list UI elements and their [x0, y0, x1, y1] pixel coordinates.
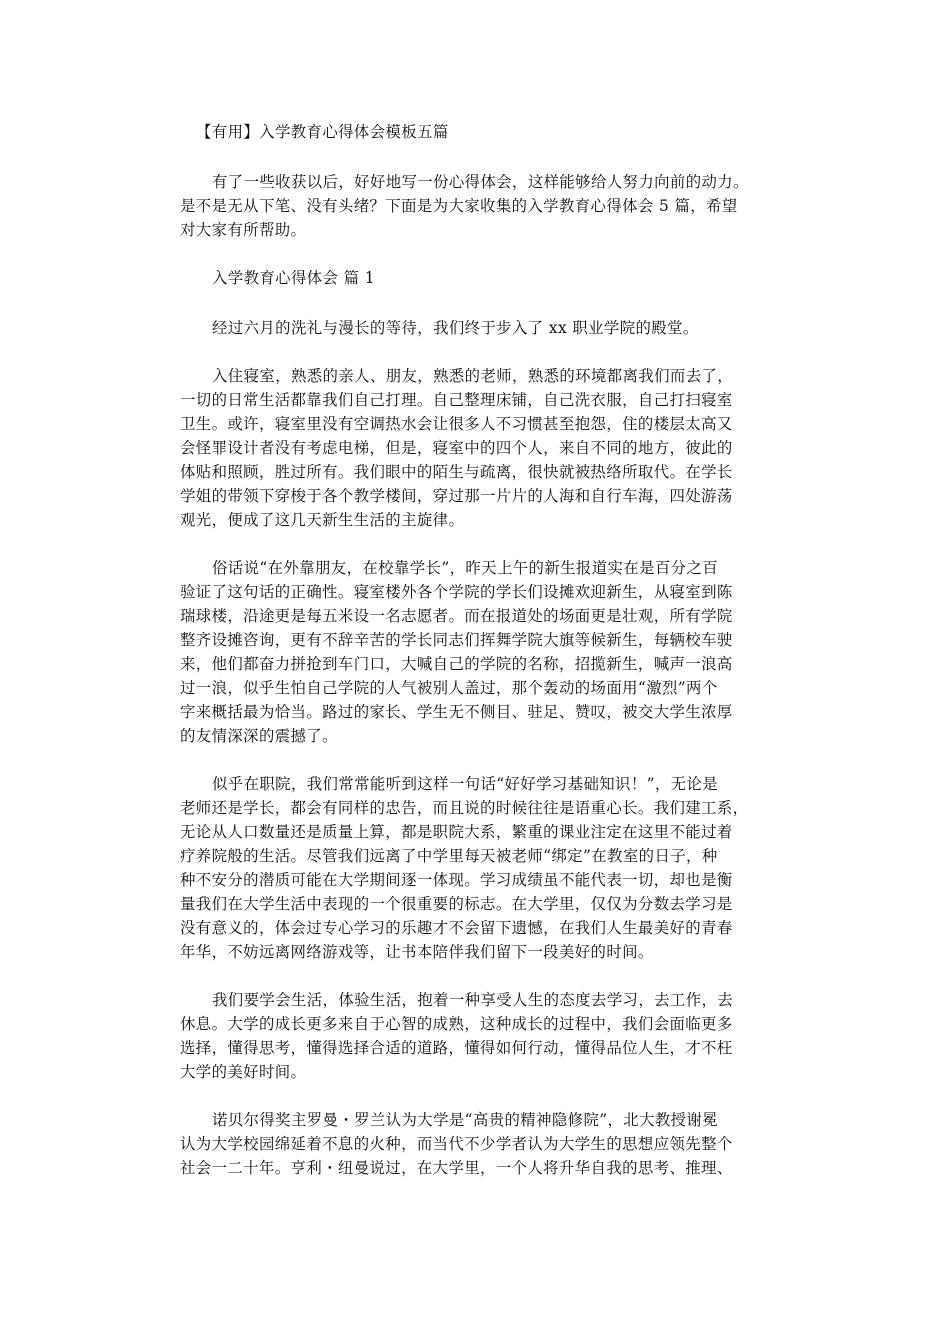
text-line: 过一浪，似乎生怕自己学院的人气被别人盖过，那个轰动的场面用“激烈”两个 [180, 679, 718, 697]
body-paragraph-5 [180, 988, 780, 1084]
text-line: 整齐设摊咨询，更有不辞辛苦的学长同志们挥舞学院大旗等候新生，每辆校车驶 [180, 631, 733, 649]
text-line: 种不安分的潜质可能在大学期间逐一体现。学习成绩虽不能代表一切，却也是衡 [180, 871, 733, 889]
text-line: 瑞球楼，沿途更是每五米设一名志愿者。而在报道处的场面更是壮观，所有学院 [180, 607, 733, 625]
document-page [180, 120, 780, 1204]
text-line: 老师还是学长，都会有同样的忠告，而且说的时候往往是语重心长。我们建工系， [180, 799, 749, 817]
text-line: 俗话说“在外靠朋友，在校靠学长”，昨天上午的新生报道实在是百分之百 [212, 559, 719, 577]
intro-paragraph [180, 170, 780, 242]
body-paragraph-3 [180, 556, 780, 748]
text-line: 疗养院般的生活。尽管我们远离了中学里每天被老师“绑定”在教室的日子，种 [180, 847, 718, 865]
text-line: 没有意义的，体会过专心学习的乐趣才不会留下遗憾，在我们人生最美好的青春 [180, 919, 733, 937]
text-line: 入住寝室，熟悉的亲人、朋友，熟悉的老师，熟悉的环境都离我们而去了， [212, 367, 734, 385]
text-line: 似乎在职院，我们常常能听到这样一句话“好好学习基础知识！”，无论是 [212, 775, 719, 793]
text-line: 选择，懂得思考，懂得选择合适的道路，懂得如何行动，懂得品位人生，才不枉 [180, 1039, 733, 1057]
text-line: 经过六月的洗礼与漫长的等待，我们终于步入了 xx 职业学院的殿堂。 [212, 319, 699, 337]
text-line: 会怪罪设计者没有考虑电梯，但是，寝室中的四个人，来自不同的地方，彼此的 [180, 439, 733, 457]
document-title: 【有用】入学教育心得体会模板五篇 [196, 123, 449, 141]
text-line: 无论从人口数量还是质量上算，都是职院大系，繁重的课业注定在这里不能过着 [180, 823, 733, 841]
text-line: 年华，不妨远离网络游戏等，让书本陪伴我们留下一段美好的时间。 [180, 943, 654, 961]
text-line: 验证了这句话的正确性。寝室楼外各个学院的学长们设摊欢迎新生，从寝室到陈 [180, 583, 733, 601]
body-paragraph-1 [180, 316, 780, 340]
text-line: 诺贝尔得奖主罗曼・罗兰认为大学是“高贵的精神隐修院”，北大教授谢冕 [212, 1111, 719, 1129]
text-line: 休息。大学的成长更多来自于心智的成熟，这种成长的过程中，我们会面临更多 [180, 1015, 733, 1033]
text-line: 体贴和照顾，胜过所有。我们眼中的陌生与疏离，很快就被热络所取代。在学长 [180, 463, 733, 481]
text-line: 观光，便成了这几天新生生活的主旋律。 [180, 511, 465, 529]
text-line: 社会一二十年。亨利・纽曼说过，在大学里，一个人将升华自我的思考、推理、 [180, 1159, 733, 1177]
text-line: 大学的美好时间。 [180, 1063, 307, 1081]
section-heading: 入学教育心得体会 篇 1 [212, 269, 375, 287]
text-line: 字来概括最为恰当。路过的家长、学生无不侧目、驻足、赞叹，被交大学生浓厚 [180, 703, 733, 721]
text-line: 一切的日常生活都靠我们自己打理。自己整理床铺，自己洗衣服，自己打扫寝室 [180, 391, 733, 409]
text-line: 我们要学会生活，体验生活，抱着一种享受人生的态度去学习，去工作，去 [212, 991, 734, 1009]
text-line: 对大家有所帮助。 [180, 221, 307, 239]
body-paragraph-2 [180, 364, 780, 532]
text-line: 来，他们都奋力拼抢到车门口，大喊自己的学院的名称，招揽新生，喊声一浪高 [180, 655, 733, 673]
text-line: 有了一些收获以后，好好地写一份心得体会，这样能够给人努力向前的动力。 [212, 173, 749, 191]
body-paragraph-4 [180, 772, 780, 964]
text-line: 学姐的带领下穿梭于各个教学楼间，穿过那一片片的人海和自行车海，四处游荡 [180, 487, 733, 505]
text-line: 认为大学校园绵延着不息的火种，而当代不少学者认为大学生的思想应领先整个 [180, 1135, 733, 1153]
body-paragraph-6 [180, 1108, 780, 1180]
text-line: 卫生。或许，寝室里没有空调热水会让很多人不习惯甚至抱怨，住的楼层太高又 [180, 415, 733, 433]
text-line: 量我们在大学生活中表现的一个很重要的标志。在大学里，仅仅为分数去学习是 [180, 895, 733, 913]
text-line: 是不是无从下笔、没有头绪？下面是为大家收集的入学教育心得体会 5 篇，希望 [180, 197, 738, 215]
text-line: 的友情深深的震撼了。 [180, 727, 338, 745]
